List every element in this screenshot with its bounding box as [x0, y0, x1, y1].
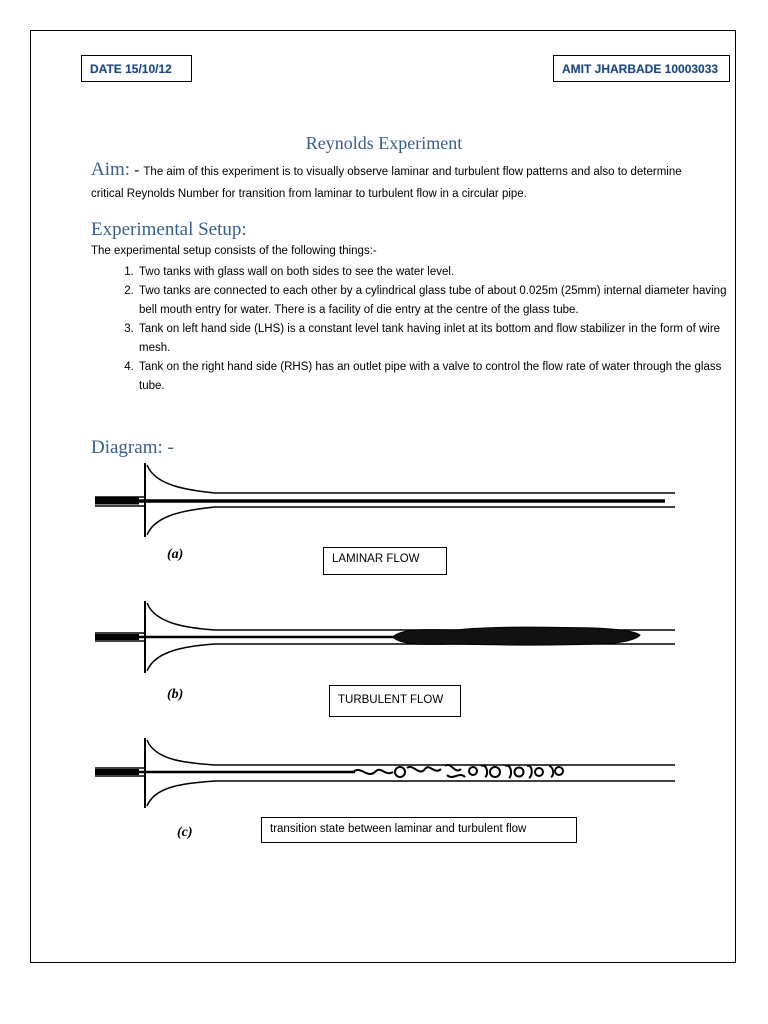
laminar-tube: [95, 463, 675, 537]
list-item: 2. Two tanks are connected to each other by a cylindrical glass tube of about 0.025m (25mm) internal diameter having bell mouth entry for water. There is a facility of die entry at the centre of the glass tube.: [137, 282, 727, 320]
laminar-flow-label: [323, 547, 447, 575]
aim-heading: Aim:: [91, 159, 131, 180]
turbulent-plume: [393, 627, 640, 645]
setup-list: [91, 263, 727, 396]
figure-tag-a: (a): [167, 547, 184, 562]
transition-flow-label: [261, 817, 577, 843]
author-text: AMIT JHARBADE 10003033: [562, 62, 719, 76]
date-box: [81, 55, 192, 82]
list-item: 3. Tank on left hand side (LHS) is a constant level tank having inlet at its bottom and flow stabilizer in the form of wire mesh.: [137, 320, 727, 358]
date-text: DATE 15/10/12: [90, 62, 172, 76]
turbulent-flow-text: TURBULENT FLOW: [338, 694, 444, 706]
page-title: Reynolds Experiment: [305, 133, 463, 153]
author-box: [553, 55, 730, 82]
laminar-flow-text: LAMINAR FLOW: [332, 553, 420, 565]
diagram-heading: Diagram: -: [91, 437, 174, 458]
document-page: [30, 30, 736, 963]
flow-diagram: [95, 463, 677, 853]
figure-tag-c: (c): [177, 825, 193, 840]
figure-tag-b: (b): [167, 687, 184, 702]
aim-dash: -: [130, 162, 144, 179]
list-item: 4. Tank on the right hand side (RHS) has an outlet pipe with a valve to control the flow rate of water through the glass tube.: [137, 358, 727, 396]
list-item: 1. Two tanks with glass wall on both sides to see the water level.: [137, 263, 727, 282]
setup-intro: The experimental setup consists of the following things:-: [91, 245, 377, 257]
turbulent-flow-label: [329, 685, 461, 717]
aim-section: [91, 159, 711, 205]
transition-eddies: [353, 765, 563, 778]
transition-flow-text: transition state between laminar and turbulent flow: [270, 823, 527, 835]
aim-text: The aim of this experiment is to visually observe laminar and turbulent flow patterns and also to determine critical Reynolds Number for transition from laminar to turbulent flow in a circular pipe.: [91, 166, 682, 200]
setup-heading: Experimental Setup:: [91, 219, 247, 240]
